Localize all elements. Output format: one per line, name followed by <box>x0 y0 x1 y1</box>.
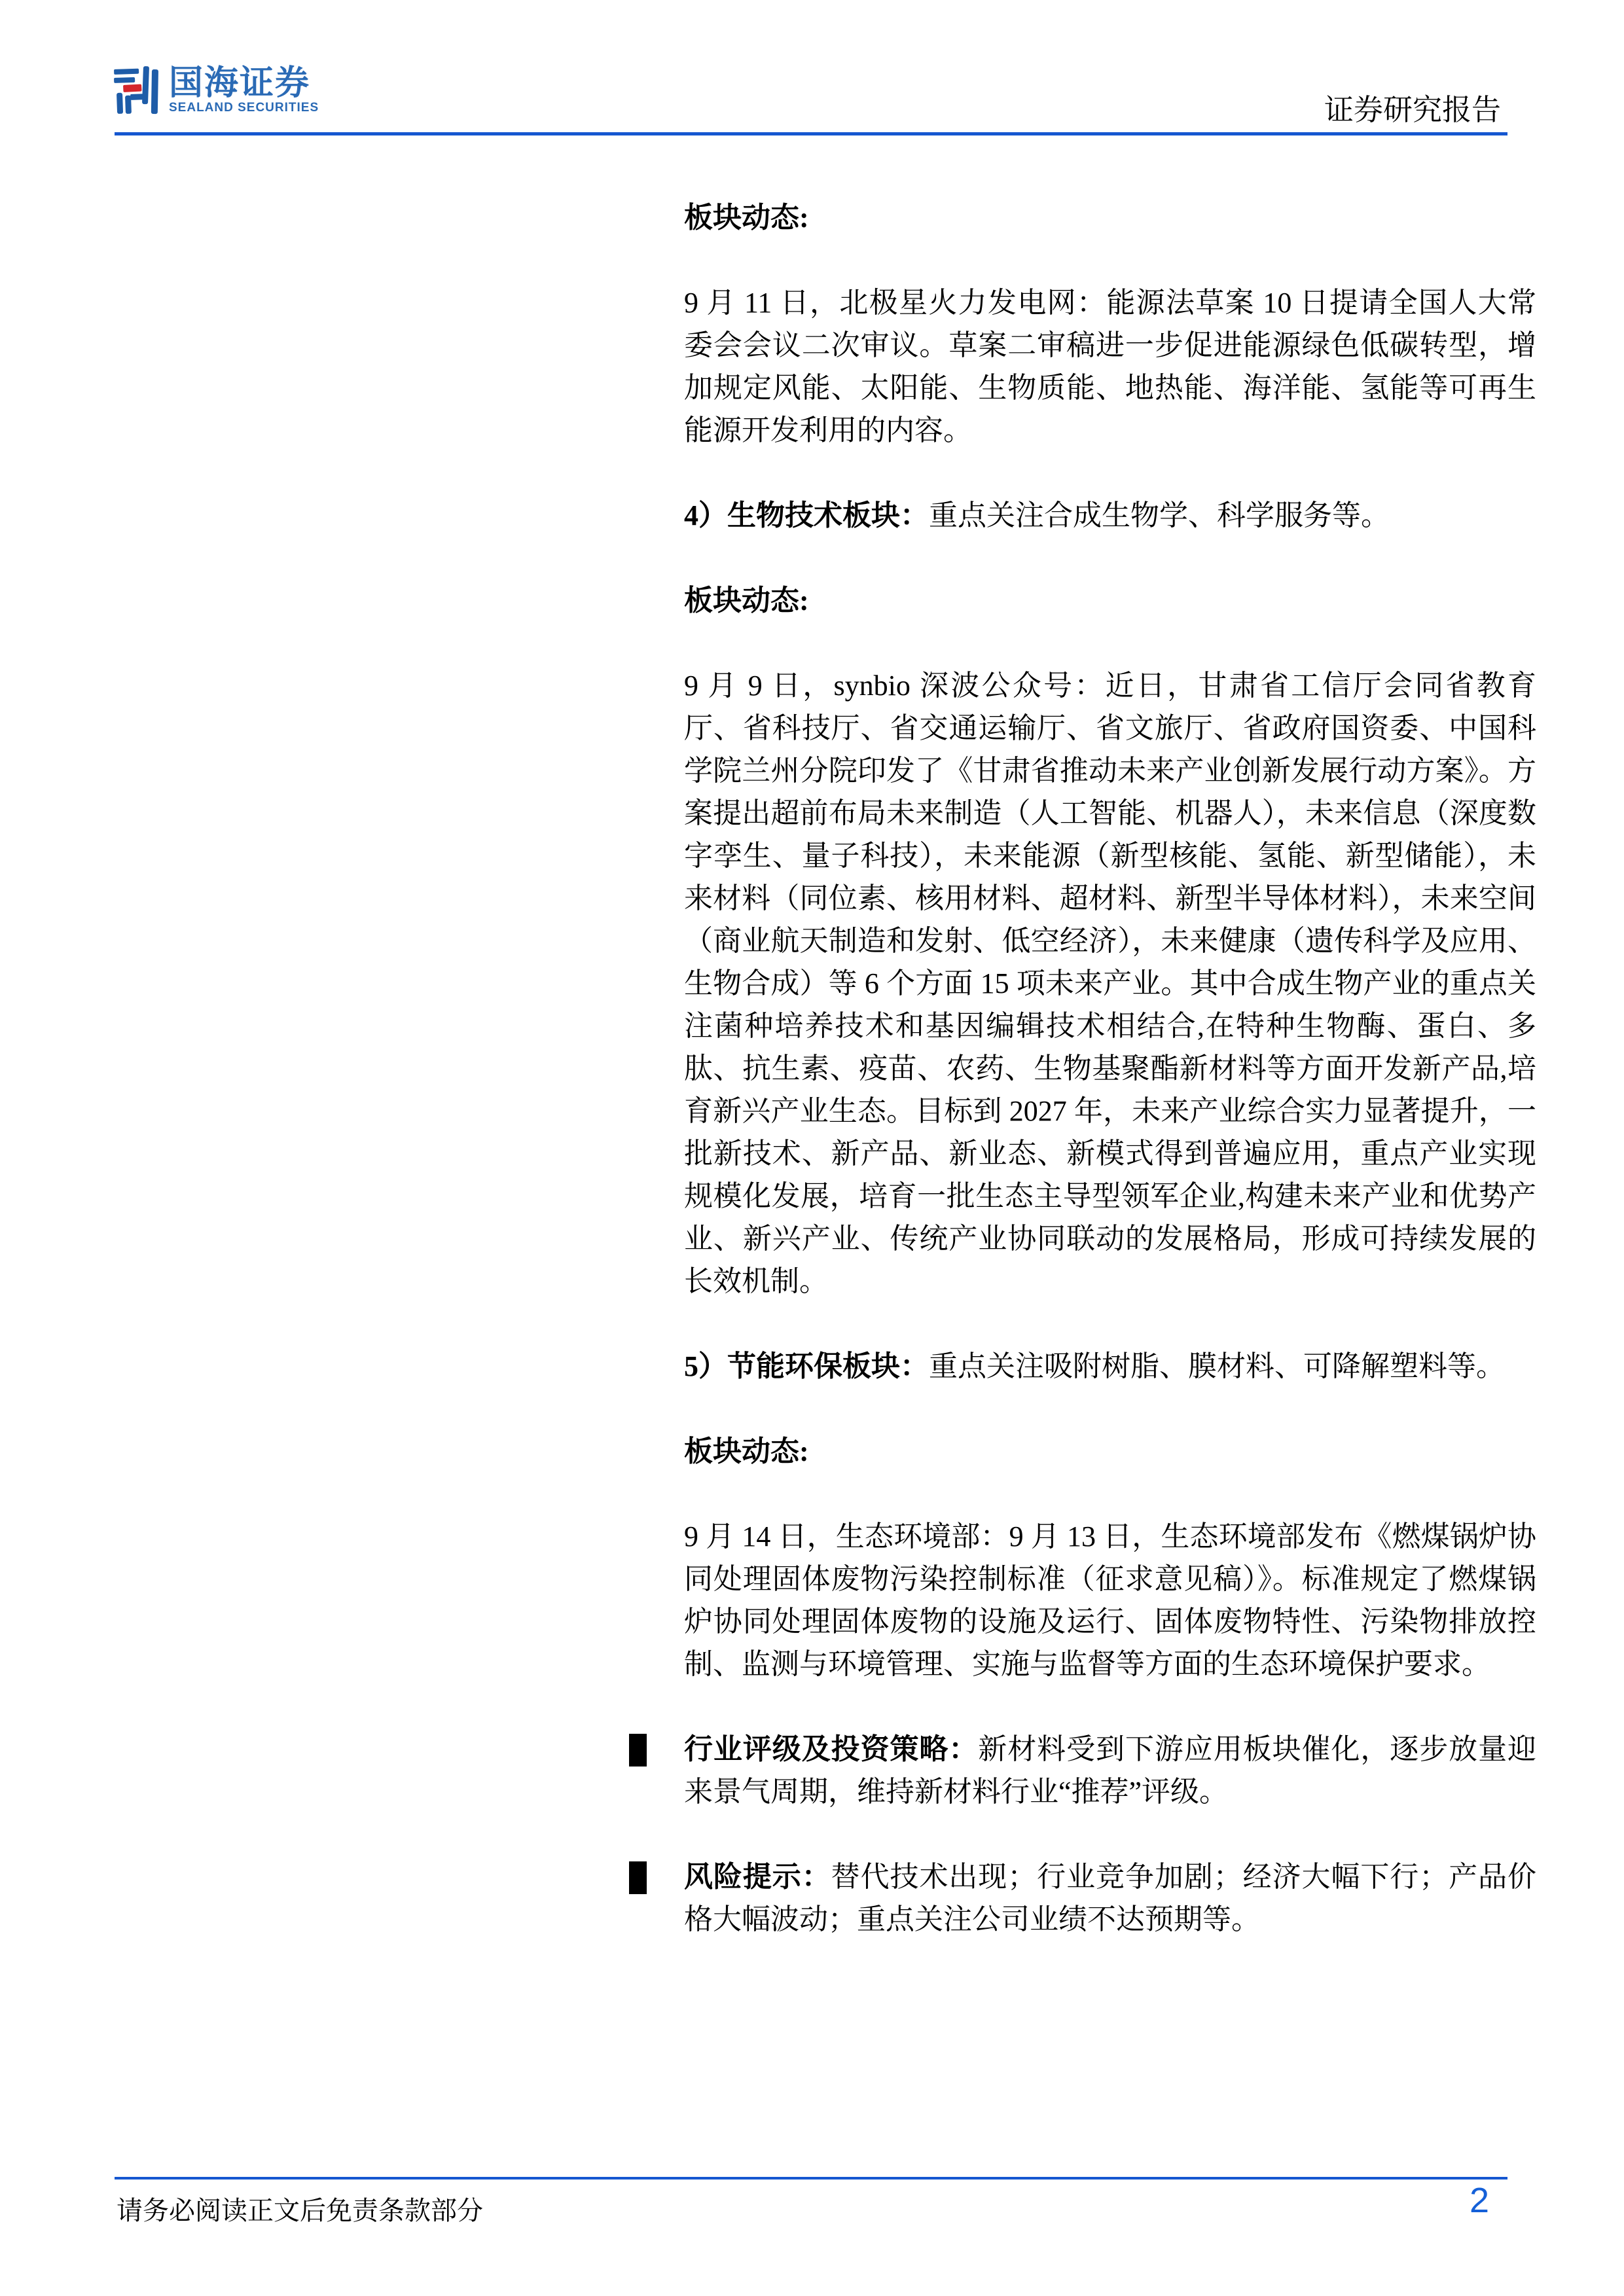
risk-bullet <box>684 1856 1536 1941</box>
footer-rule <box>115 2177 1507 2179</box>
page-number: 2 <box>1469 2181 1489 2220</box>
section-subhead: 板块动态: <box>684 1435 809 1467</box>
section-subhead: 板块动态: <box>684 202 809 234</box>
company-logo <box>113 65 319 115</box>
news-paragraph: 9 月 9 日，synbio 深波公众号：近日，甘肃省工信厅会同省教育厅、省科技厅、省交通运输厅、省文旅厅、省政府国资委、中国科学院兰州分院印发了《甘肃省推动未来产业创新发展行动方案》。方案提出超前布局未来制造（人工智能、机器人），未来信息（深度数字孪生、量子科技），未来能源（新型核能、氢能、新型储能），未来材料（同位素、核用材料、超材料、新型半导体材料），未来空间（商业航天制造和发射、低空经济），未来健康（遗传科学及应用、生物合成）等 6 个方面 15 项未来产业。其中合成生物产业的重点关注菌种培养技术和基因编辑技术相结合,在特种生物酶、蛋白、多肽、抗生素、疫苗、农药、生物基聚酯新材料等方面开发新产品,培育新兴产业生态。目标到 2027 年，未来产业综合实力显著提升，一批新技术、新产品、新业态、新模式得到普遍应用，重点产业实现规模化发展，培育一批生态主导型领军企业,构建未来产业和优势产业、新兴产业、传统产业协同联动的发展格局，形成可持续发展的长效机制。 <box>684 670 1536 1297</box>
disclaimer-text: 请务必阅读正文后免责条款部分 <box>117 2196 483 2225</box>
report-body <box>684 196 1536 1941</box>
bullet-text: 新材料受到下游应用板块催化，逐步放量迎来景气周期，维持新材料行业“推荐”评级。 <box>684 1733 1537 1808</box>
news-paragraph: 9 月 14 日，生态环境部：9 月 13 日，生态环境部发布《燃煤锅炉协同处理固体废物污染控制标准（征求意见稿）》。标准规定了燃煤锅炉协同处理固体废物的设施及运行、固体废物特性、污染物排放控制、监测与环境管理、实施与监督等方面的生态环境保护要求。 <box>684 1520 1536 1680</box>
news-paragraph: 9 月 11 日，北极星火力发电网：能源法草案 10 日提请全国人大常委会会议二次审议。草案二审稿进一步促进能源绿色低碳转型，增加规定风能、太阳能、生物质能、地热能、海洋能、氢能等可再生能源开发利用的内容。 <box>684 287 1536 446</box>
header-rule <box>115 132 1507 135</box>
company-name-en: SEALAND SECURITIES <box>169 101 319 115</box>
sector-heading-text: 重点关注吸附树脂、膜材料、可降解塑料等。 <box>929 1350 1505 1382</box>
company-name-cn: 国海证券 <box>169 64 311 102</box>
sector-heading-text: 重点关注合成生物学、科学服务等。 <box>929 499 1390 531</box>
sector-heading-label: 4）生物技术板块： <box>684 499 929 531</box>
bullet-square-icon <box>629 1734 647 1767</box>
bullet-label: 风险提示： <box>684 1861 831 1893</box>
sector-heading-label: 5）节能环保板块： <box>684 1350 929 1382</box>
section-subhead: 板块动态: <box>684 584 809 617</box>
rating-bullet <box>684 1728 1536 1813</box>
sealand-logo-icon <box>113 65 160 115</box>
bullet-square-icon <box>629 1861 647 1894</box>
bullet-text: 替代技术出现；行业竞争加剧；经济大幅下行；产品价格大幅波动；重点关注公司业绩不达预期等。 <box>684 1861 1537 1935</box>
bullet-label: 行业评级及投资策略： <box>684 1733 979 1765</box>
report-type-label: 证券研究报告 <box>1324 94 1501 126</box>
sector-heading <box>684 494 1536 537</box>
sector-heading <box>684 1345 1536 1388</box>
